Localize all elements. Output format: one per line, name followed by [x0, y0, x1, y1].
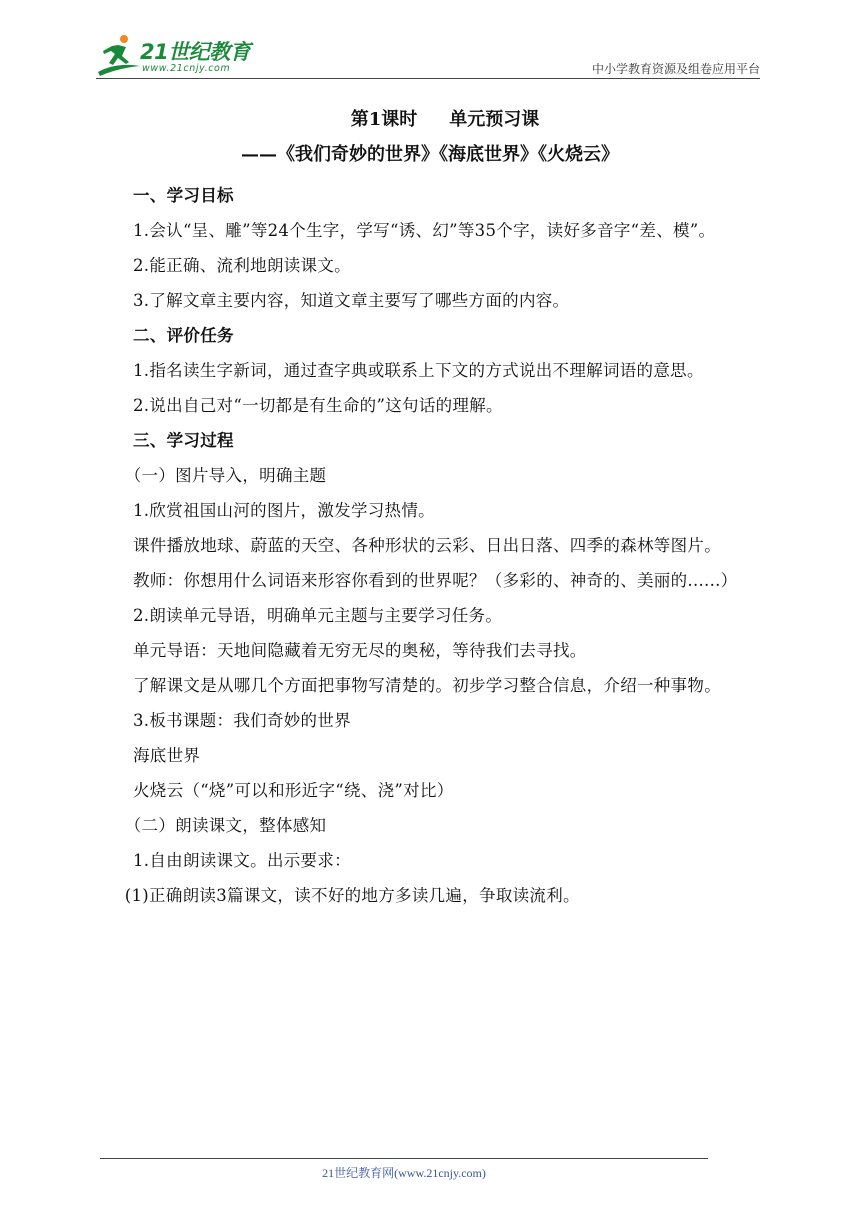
lesson-subtitle: ——《我们奇妙的世界》《海底世界》《火烧云》	[241, 144, 619, 165]
section-heading: 三、学习过程	[133, 431, 234, 450]
paragraph-list	[100, 178, 760, 913]
logo-url: www.21cnjy.com	[142, 63, 231, 74]
runner-logo-icon	[96, 32, 142, 78]
paragraph: 1.欣赏祖国山河的图片，激发学习热情。	[133, 501, 435, 520]
header-divider	[96, 78, 760, 79]
paragraph: 1.指名读生字新词，通过查字典或联系上下文的方式说出不理解词语的意思。	[133, 361, 704, 380]
paragraph: 火烧云（“烧”可以和形近字“绕、浇”对比）	[133, 781, 454, 800]
lesson-name: 单元预习课	[449, 109, 540, 130]
footer-text: 21世纪教育网(www.21cnjy.com)	[322, 1166, 486, 1180]
subsection-heading: （二）朗读课文，整体感知	[124, 816, 327, 835]
platform-label: 中小学教育资源及组卷应用平台	[591, 62, 760, 76]
paragraph: 教师：你想用什么词语来形容你看到的世界呢？（多彩的、神奇的、美丽的......）	[133, 571, 738, 590]
paragraph: 2.能正确、流利地朗读课文。	[133, 256, 351, 275]
document-body	[100, 100, 760, 913]
paragraph: 3.了解文章主要内容，知道文章主要写了哪些方面的内容。	[133, 291, 570, 310]
paragraph: 了解课文是从哪几个方面把事物写清楚的。初步学习整合信息，介绍一种事物。	[133, 676, 721, 695]
paragraph: 单元导语：天地间隐藏着无穷无尽的奥秘，等待我们去寻找。	[133, 641, 587, 660]
paragraph: 3.板书课题：我们奇妙的世界	[133, 711, 351, 730]
paragraph: 海底世界	[133, 746, 201, 765]
subsection-heading: （一）图片导入，明确主题	[124, 466, 327, 485]
logo	[96, 32, 266, 78]
paragraph: 课件播放地球、蔚蓝的天空、各种形状的云彩、日出日落、四季的森林等图片。	[133, 536, 721, 555]
paragraph: (1)正确朗读3篇课文，读不好的地方多读几遍，争取读流利。	[124, 886, 580, 905]
page-header	[96, 30, 760, 80]
lesson-number: 第1课时	[350, 109, 418, 130]
lesson-title	[100, 106, 760, 134]
footer-divider	[100, 1158, 708, 1159]
paragraph: 1.自由朗读课文。出示要求：	[133, 851, 351, 870]
paragraph: 1.会认“呈、雕”等24个生字，学写“诱、幻”等35个字，读好多音字“差、模”。	[133, 221, 716, 240]
section-heading: 二、评价任务	[133, 326, 234, 345]
logo-text: 21世纪教育	[140, 40, 251, 64]
paragraph: 2.朗读单元导语，明确单元主题与主要学习任务。	[133, 606, 503, 625]
section-heading: 一、学习目标	[133, 186, 234, 205]
paragraph: 2.说出自己对“一切都是有生命的”这句话的理解。	[133, 396, 503, 415]
